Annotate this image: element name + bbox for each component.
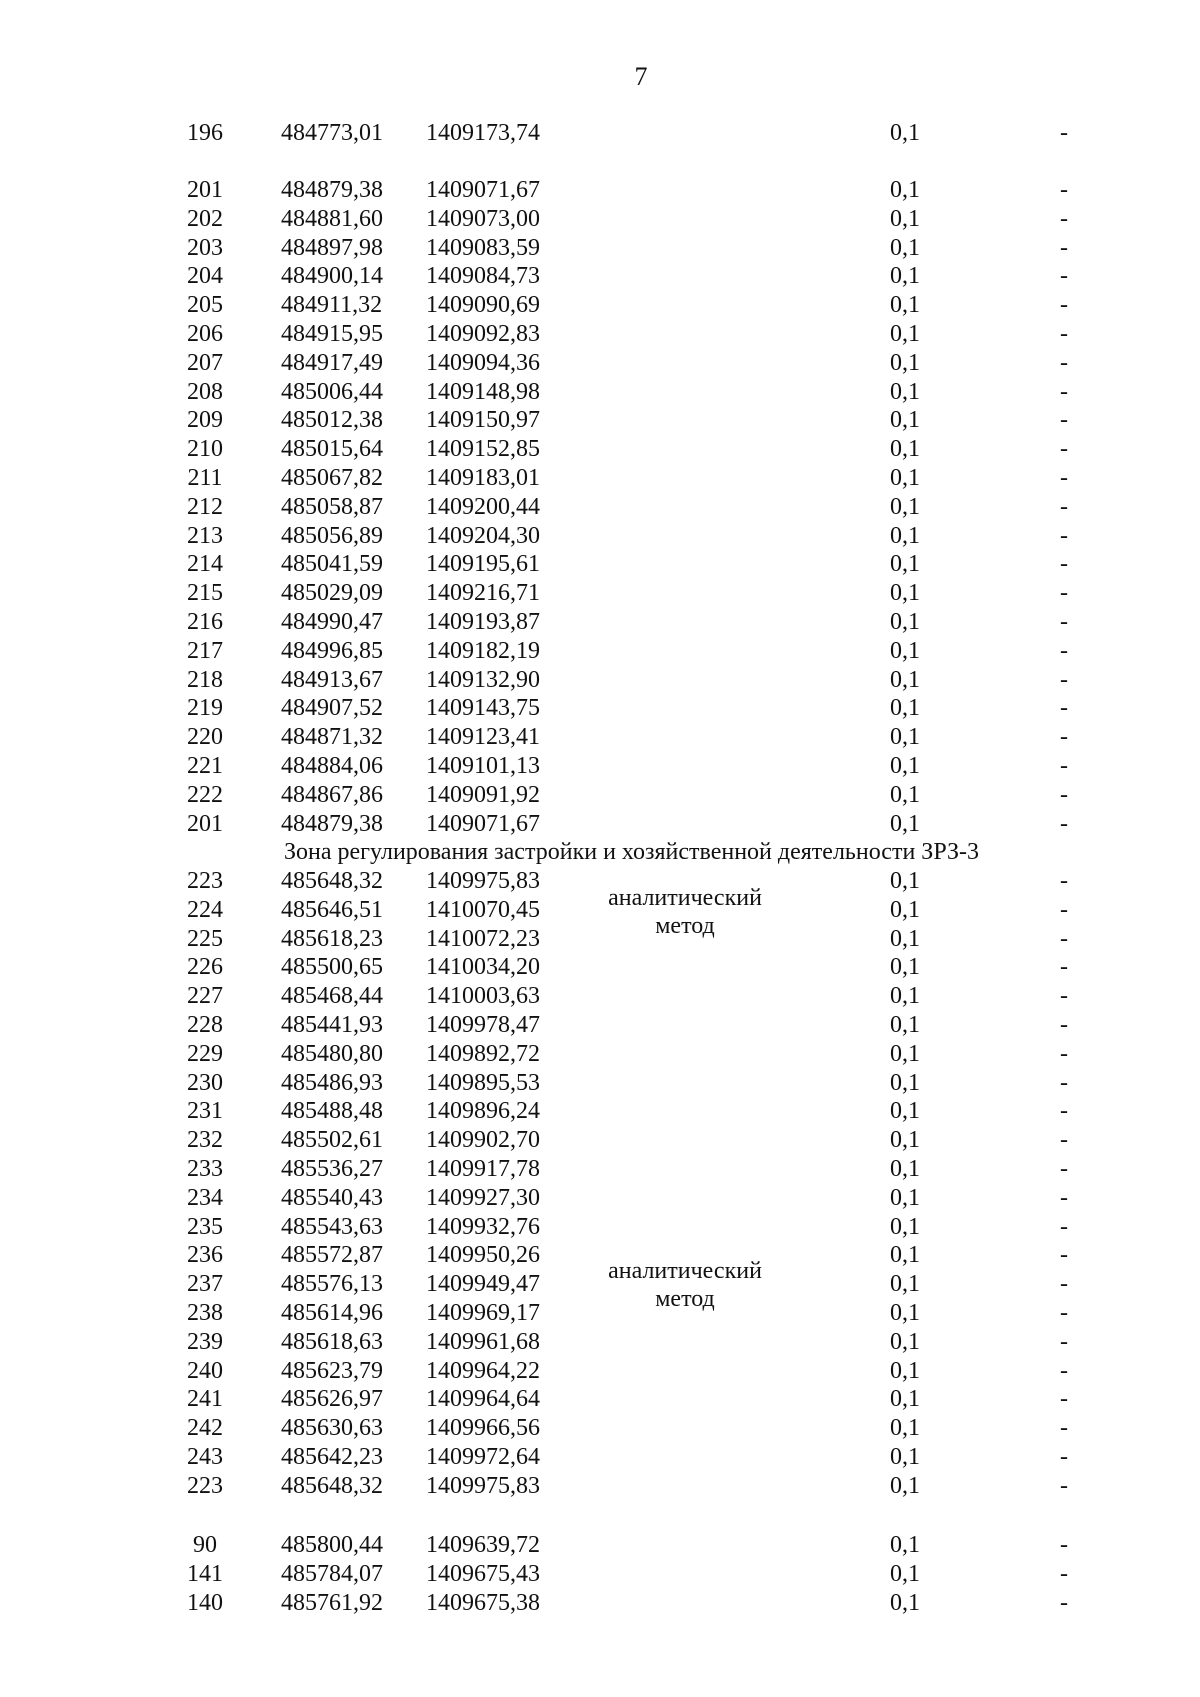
table-row: [0, 176, 1200, 205]
dash: -: [1060, 1098, 1068, 1125]
table-row: [0, 1126, 1200, 1155]
y-coordinate: 1409200,44: [426, 493, 540, 520]
x-coordinate: 485015,64: [281, 436, 383, 463]
x-coordinate: 485012,38: [281, 407, 383, 434]
accuracy: 0,1: [890, 1242, 920, 1269]
point-number: 222: [187, 781, 223, 808]
x-coordinate: 485648,32: [281, 868, 383, 894]
table-row: [0, 522, 1200, 551]
point-number: 231: [187, 1098, 223, 1125]
accuracy: 0,1: [890, 1444, 920, 1470]
dash: -: [1060, 120, 1068, 146]
table-row: [0, 406, 1200, 435]
x-coordinate: 485468,44: [281, 983, 383, 1010]
dash: -: [1060, 896, 1068, 923]
accuracy: 0,1: [890, 522, 920, 549]
point-number: 229: [187, 1040, 223, 1067]
y-coordinate: 1409150,97: [426, 407, 540, 434]
y-coordinate: 1410072,23: [426, 925, 540, 952]
dash: -: [1060, 868, 1068, 894]
method-label-line1: аналитический: [608, 885, 762, 911]
table-row: [0, 1531, 1200, 1560]
point-number: 232: [187, 1127, 223, 1154]
y-coordinate: 1409675,43: [426, 1560, 540, 1587]
x-coordinate: 485067,82: [281, 465, 383, 491]
accuracy: 0,1: [890, 234, 920, 261]
point-number: 243: [187, 1444, 223, 1470]
accuracy: 0,1: [890, 321, 920, 347]
x-coordinate: 484773,01: [281, 120, 383, 146]
accuracy: 0,1: [890, 436, 920, 463]
x-coordinate: 485488,48: [281, 1098, 383, 1125]
point-number: 223: [187, 868, 223, 894]
dash: -: [1060, 1271, 1068, 1298]
y-coordinate: 1409966,56: [426, 1415, 540, 1442]
table-row: [0, 608, 1200, 637]
accuracy: 0,1: [890, 637, 920, 664]
dash: -: [1060, 205, 1068, 232]
y-coordinate: 1409917,78: [426, 1156, 540, 1182]
y-coordinate: 1410003,63: [426, 983, 540, 1010]
table-row: [0, 810, 1200, 839]
dash: -: [1060, 263, 1068, 290]
accuracy: 0,1: [890, 810, 920, 837]
accuracy: 0,1: [890, 1156, 920, 1182]
y-coordinate: 1409950,26: [426, 1242, 540, 1269]
dash: -: [1060, 695, 1068, 722]
accuracy: 0,1: [890, 1040, 920, 1067]
point-number: 201: [187, 810, 223, 837]
x-coordinate: 484911,32: [281, 292, 383, 319]
x-coordinate: 484990,47: [281, 609, 383, 635]
y-coordinate: 1409090,69: [426, 292, 540, 319]
point-number: 224: [187, 896, 223, 923]
accuracy: 0,1: [890, 1589, 920, 1616]
x-coordinate: 485502,61: [281, 1127, 383, 1154]
accuracy: 0,1: [890, 666, 920, 693]
accuracy: 0,1: [890, 954, 920, 981]
x-coordinate: 484871,32: [281, 724, 383, 751]
point-number: 141: [187, 1560, 223, 1587]
accuracy: 0,1: [890, 1532, 920, 1558]
point-number: 208: [187, 378, 223, 405]
point-number: 226: [187, 954, 223, 981]
y-coordinate: 1409092,83: [426, 321, 540, 347]
y-coordinate: 1409961,68: [426, 1328, 540, 1355]
table-row: [0, 435, 1200, 464]
y-coordinate: 1409964,22: [426, 1357, 540, 1384]
dash: -: [1060, 954, 1068, 981]
point-number: 206: [187, 321, 223, 347]
x-coordinate: 485486,93: [281, 1069, 383, 1096]
accuracy: 0,1: [890, 378, 920, 405]
x-coordinate: 485642,23: [281, 1444, 383, 1470]
y-coordinate: 1409152,85: [426, 436, 540, 463]
accuracy: 0,1: [890, 925, 920, 952]
accuracy: 0,1: [890, 292, 920, 319]
dash: -: [1060, 1415, 1068, 1442]
dash: -: [1060, 1242, 1068, 1269]
dash: -: [1060, 465, 1068, 491]
y-coordinate: 1409204,30: [426, 522, 540, 549]
point-number: 242: [187, 1415, 223, 1442]
page-number: 7: [634, 62, 648, 91]
dash: -: [1060, 925, 1068, 952]
x-coordinate: 485572,87: [281, 1242, 383, 1269]
dash: -: [1060, 666, 1068, 693]
point-number: 219: [187, 695, 223, 722]
accuracy: 0,1: [890, 753, 920, 779]
dash: -: [1060, 1444, 1068, 1470]
y-coordinate: 1409675,38: [426, 1589, 540, 1616]
y-coordinate: 1409975,83: [426, 868, 540, 894]
x-coordinate: 485543,63: [281, 1213, 383, 1240]
point-number: 234: [187, 1184, 223, 1211]
dash: -: [1060, 580, 1068, 607]
point-number: 238: [187, 1300, 223, 1326]
table-row: [0, 1011, 1200, 1040]
accuracy: 0,1: [890, 1127, 920, 1154]
x-coordinate: 485761,92: [281, 1589, 383, 1616]
point-number: 140: [187, 1589, 223, 1616]
accuracy: 0,1: [890, 407, 920, 434]
accuracy: 0,1: [890, 465, 920, 491]
y-coordinate: 1409927,30: [426, 1184, 540, 1211]
table-row: [0, 1184, 1200, 1213]
table-row: [0, 262, 1200, 291]
accuracy: 0,1: [890, 1098, 920, 1125]
dash: -: [1060, 349, 1068, 376]
y-coordinate: 1409091,92: [426, 781, 540, 808]
y-coordinate: 1409173,74: [426, 120, 540, 146]
x-coordinate: 484881,60: [281, 205, 383, 232]
y-coordinate: 1409975,83: [426, 1472, 540, 1499]
dash: -: [1060, 1184, 1068, 1211]
x-coordinate: 484879,38: [281, 810, 383, 837]
table-row: [0, 464, 1200, 493]
accuracy: 0,1: [890, 983, 920, 1010]
point-number: 220: [187, 724, 223, 751]
point-number: 90: [193, 1532, 217, 1558]
y-coordinate: 1409143,75: [426, 695, 540, 722]
point-number: 215: [187, 580, 223, 607]
table-row: [0, 1472, 1200, 1501]
dash: -: [1060, 1040, 1068, 1067]
accuracy: 0,1: [890, 1560, 920, 1587]
x-coordinate: 485041,59: [281, 551, 383, 578]
accuracy: 0,1: [890, 1415, 920, 1442]
table-row: [0, 119, 1200, 148]
y-coordinate: 1409216,71: [426, 580, 540, 607]
point-number: 227: [187, 983, 223, 1010]
table-row: [0, 1357, 1200, 1386]
y-coordinate: 1409972,64: [426, 1444, 540, 1470]
x-coordinate: 485500,65: [281, 954, 383, 981]
point-number: 213: [187, 522, 223, 549]
point-number: 207: [187, 349, 223, 376]
point-number: 235: [187, 1213, 223, 1240]
point-number: 218: [187, 666, 223, 693]
dash: -: [1060, 551, 1068, 578]
table-row: [0, 1155, 1200, 1184]
x-coordinate: 485006,44: [281, 378, 383, 405]
accuracy: 0,1: [890, 580, 920, 607]
x-coordinate: 484879,38: [281, 177, 383, 203]
dash: -: [1060, 1386, 1068, 1413]
point-number: 209: [187, 407, 223, 434]
y-coordinate: 1409964,64: [426, 1386, 540, 1413]
point-number: 228: [187, 1012, 223, 1038]
y-coordinate: 1409148,98: [426, 378, 540, 405]
dash: -: [1060, 1069, 1068, 1096]
dash: -: [1060, 724, 1068, 751]
x-coordinate: 484917,49: [281, 349, 383, 376]
x-coordinate: 484907,52: [281, 695, 383, 722]
x-coordinate: 485800,44: [281, 1532, 383, 1558]
dash: -: [1060, 493, 1068, 520]
dash: -: [1060, 983, 1068, 1010]
dash: -: [1060, 292, 1068, 319]
dash: -: [1060, 1532, 1068, 1558]
table-row: [0, 723, 1200, 752]
accuracy: 0,1: [890, 493, 920, 520]
y-coordinate: 1409101,13: [426, 753, 540, 779]
accuracy: 0,1: [890, 868, 920, 894]
table-row: [0, 1069, 1200, 1098]
y-coordinate: 1409183,01: [426, 465, 540, 491]
table-row: [0, 694, 1200, 723]
table-row: [0, 1414, 1200, 1443]
x-coordinate: 485480,80: [281, 1040, 383, 1067]
point-number: 203: [187, 234, 223, 261]
table-row: [0, 579, 1200, 608]
point-number: 233: [187, 1156, 223, 1182]
accuracy: 0,1: [890, 177, 920, 203]
table-row: [0, 752, 1200, 781]
table-row: [0, 1385, 1200, 1414]
table-row: [0, 1328, 1200, 1357]
table-row: [0, 1560, 1200, 1589]
x-coordinate: 484996,85: [281, 637, 383, 664]
point-number: 223: [187, 1472, 223, 1499]
x-coordinate: 485646,51: [281, 896, 383, 923]
table-row: [0, 666, 1200, 695]
dash: -: [1060, 1213, 1068, 1240]
y-coordinate: 1409193,87: [426, 609, 540, 635]
x-coordinate: 485536,27: [281, 1156, 383, 1182]
accuracy: 0,1: [890, 609, 920, 635]
y-coordinate: 1409123,41: [426, 724, 540, 751]
dash: -: [1060, 234, 1068, 261]
point-number: 214: [187, 551, 223, 578]
point-number: 225: [187, 925, 223, 952]
y-coordinate: 1409902,70: [426, 1127, 540, 1154]
dash: -: [1060, 378, 1068, 405]
y-coordinate: 1409949,47: [426, 1271, 540, 1298]
x-coordinate: 485540,43: [281, 1184, 383, 1211]
accuracy: 0,1: [890, 1012, 920, 1038]
point-number: 236: [187, 1242, 223, 1269]
y-coordinate: 1409071,67: [426, 177, 540, 203]
table-row: [0, 493, 1200, 522]
point-number: 211: [187, 465, 223, 491]
x-coordinate: 485576,13: [281, 1271, 383, 1298]
dash: -: [1060, 522, 1068, 549]
point-number: 217: [187, 637, 223, 664]
y-coordinate: 1409071,67: [426, 810, 540, 837]
table-row: [0, 320, 1200, 349]
table-row: [0, 1589, 1200, 1618]
x-coordinate: 485618,23: [281, 925, 383, 952]
table-row: [0, 378, 1200, 407]
accuracy: 0,1: [890, 551, 920, 578]
table-row: [0, 982, 1200, 1011]
point-number: 205: [187, 292, 223, 319]
x-coordinate: 485626,97: [281, 1386, 383, 1413]
method-label: [590, 1257, 780, 1313]
x-coordinate: 484897,98: [281, 234, 383, 261]
accuracy: 0,1: [890, 1184, 920, 1211]
accuracy: 0,1: [890, 1472, 920, 1499]
table-row: [0, 781, 1200, 810]
x-coordinate: 484867,86: [281, 781, 383, 808]
y-coordinate: 1409084,73: [426, 263, 540, 290]
x-coordinate: 485058,87: [281, 493, 383, 520]
dash: -: [1060, 1300, 1068, 1326]
dash: -: [1060, 1127, 1068, 1154]
accuracy: 0,1: [890, 263, 920, 290]
y-coordinate: 1409182,19: [426, 637, 540, 664]
y-coordinate: 1409892,72: [426, 1040, 540, 1067]
y-coordinate: 1409895,53: [426, 1069, 540, 1096]
x-coordinate: 485784,07: [281, 1560, 383, 1587]
accuracy: 0,1: [890, 1069, 920, 1096]
dash: -: [1060, 407, 1068, 434]
dash: -: [1060, 609, 1068, 635]
dash: -: [1060, 1156, 1068, 1182]
accuracy: 0,1: [890, 1357, 920, 1384]
dash: -: [1060, 1357, 1068, 1384]
point-number: 221: [187, 753, 223, 779]
dash: -: [1060, 1560, 1068, 1587]
table-row: [0, 637, 1200, 666]
table-row: [0, 205, 1200, 234]
y-coordinate: 1409978,47: [426, 1012, 540, 1038]
accuracy: 0,1: [890, 349, 920, 376]
point-number: 196: [187, 120, 223, 146]
dash: -: [1060, 753, 1068, 779]
x-coordinate: 485441,93: [281, 1012, 383, 1038]
point-number: 239: [187, 1328, 223, 1355]
x-coordinate: 484913,67: [281, 666, 383, 693]
method-label: [590, 884, 780, 940]
dash: -: [1060, 177, 1068, 203]
method-label-line1: аналитический: [608, 1258, 762, 1284]
y-coordinate: 1410070,45: [426, 896, 540, 923]
y-coordinate: 1409073,00: [426, 205, 540, 232]
dash: -: [1060, 1328, 1068, 1355]
x-coordinate: 485623,79: [281, 1357, 383, 1384]
x-coordinate: 485029,09: [281, 580, 383, 607]
accuracy: 0,1: [890, 205, 920, 232]
dash: -: [1060, 1472, 1068, 1499]
y-coordinate: 1409083,59: [426, 234, 540, 261]
accuracy: 0,1: [890, 1386, 920, 1413]
accuracy: 0,1: [890, 1271, 920, 1298]
dash: -: [1060, 810, 1068, 837]
accuracy: 0,1: [890, 781, 920, 808]
x-coordinate: 484884,06: [281, 753, 383, 779]
x-coordinate: 484915,95: [281, 321, 383, 347]
accuracy: 0,1: [890, 724, 920, 751]
y-coordinate: 1409969,17: [426, 1300, 540, 1326]
y-coordinate: 1409132,90: [426, 666, 540, 693]
zone-title: Зона регулирования застройки и хозяйственной деятельности ЗРЗ-3: [284, 839, 979, 865]
accuracy: 0,1: [890, 1328, 920, 1355]
accuracy: 0,1: [890, 120, 920, 146]
y-coordinate: 1409896,24: [426, 1098, 540, 1125]
point-number: 201: [187, 177, 223, 203]
dash: -: [1060, 436, 1068, 463]
accuracy: 0,1: [890, 896, 920, 923]
y-coordinate: 1409195,61: [426, 551, 540, 578]
point-number: 202: [187, 205, 223, 232]
y-coordinate: 1410034,20: [426, 954, 540, 981]
method-label-line2: метод: [655, 1286, 715, 1312]
table-row: [0, 550, 1200, 579]
y-coordinate: 1409094,36: [426, 349, 540, 376]
point-number: 204: [187, 263, 223, 290]
table-row: [0, 234, 1200, 263]
dash: -: [1060, 637, 1068, 664]
x-coordinate: 485648,32: [281, 1472, 383, 1499]
point-number: 230: [187, 1069, 223, 1096]
dash: -: [1060, 1589, 1068, 1616]
table-row: [0, 953, 1200, 982]
table-row: [0, 1097, 1200, 1126]
table-row: [0, 1213, 1200, 1242]
dash: -: [1060, 321, 1068, 347]
point-number: 212: [187, 493, 223, 520]
dash: -: [1060, 1012, 1068, 1038]
table-row: [0, 291, 1200, 320]
x-coordinate: 485614,96: [281, 1300, 383, 1326]
point-number: 210: [187, 436, 223, 463]
table-row: [0, 1443, 1200, 1472]
y-coordinate: 1409932,76: [426, 1213, 540, 1240]
table-row: [0, 349, 1200, 378]
accuracy: 0,1: [890, 1213, 920, 1240]
table-row: [0, 1040, 1200, 1069]
method-label-line2: метод: [655, 913, 715, 939]
x-coordinate: 484900,14: [281, 263, 383, 290]
x-coordinate: 485618,63: [281, 1328, 383, 1355]
point-number: 240: [187, 1357, 223, 1384]
point-number: 216: [187, 609, 223, 635]
point-number: 237: [187, 1271, 223, 1298]
x-coordinate: 485630,63: [281, 1415, 383, 1442]
dash: -: [1060, 781, 1068, 808]
accuracy: 0,1: [890, 1300, 920, 1326]
accuracy: 0,1: [890, 695, 920, 722]
y-coordinate: 1409639,72: [426, 1532, 540, 1558]
point-number: 241: [187, 1386, 223, 1413]
x-coordinate: 485056,89: [281, 522, 383, 549]
